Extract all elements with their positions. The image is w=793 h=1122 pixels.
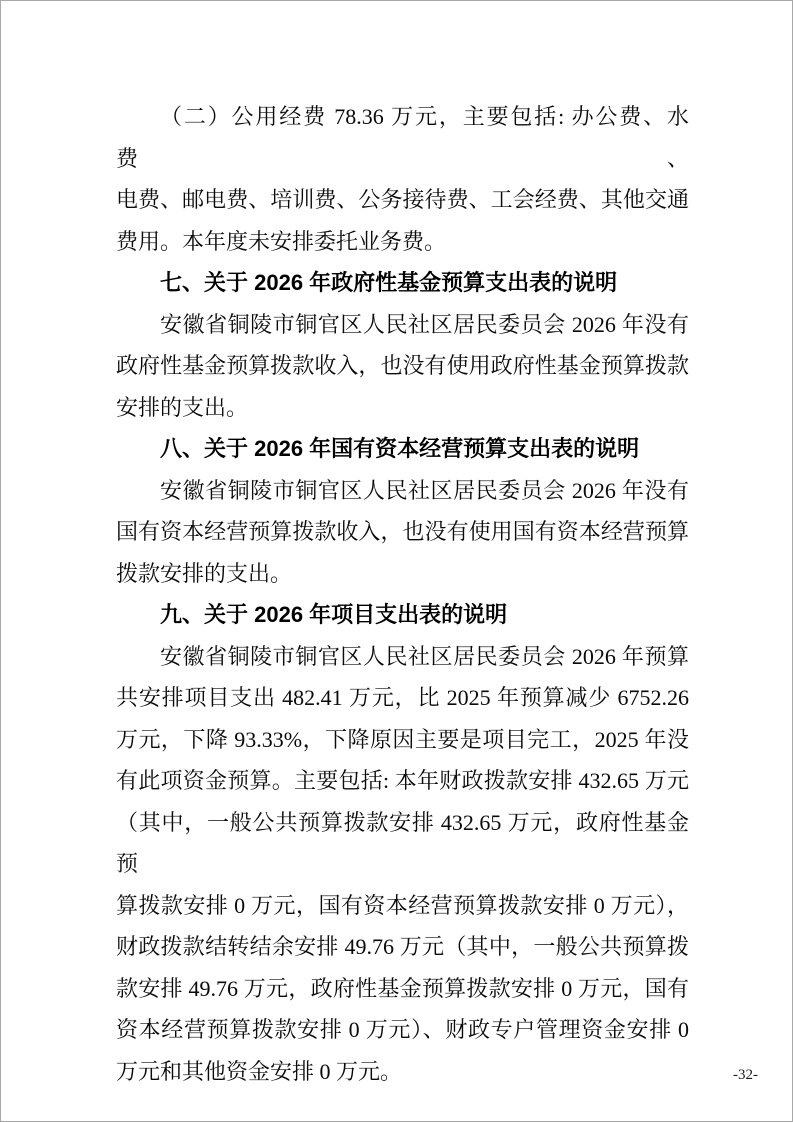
public-expense-paragraph-line: 电费、邮电费、培训费、公务接待费、工会经费、其他交通: [116, 187, 689, 212]
section-9-paragraph-line: 款安排 49.76 万元，政府性基金预算拨款安排 0 万元，国有: [116, 975, 689, 1001]
section-8-paragraph-line: 国有资本经营预算拨款收入，也没有使用国有资本经营预算: [116, 519, 689, 544]
section-7-paragraph-line: 安徽省铜陵市铜官区人民社区居民委员会 2026 年没有: [160, 311, 689, 337]
section-9-paragraph-line: 有此项资金预算。主要包括: 本年财政拨款安排 432.65 万元: [116, 768, 689, 793]
document-body: [116, 96, 689, 1092]
section-9-paragraph-line: 资本经营预算拨款安排 0 万元）、财政专户管理资金安排 0: [116, 1017, 689, 1042]
section-9-heading: 九、关于 2026 年项目支出表的说明: [160, 602, 508, 627]
section-7-paragraph-line: 政府性基金预算拨款收入，也没有使用政府性基金预算拨款: [116, 353, 689, 378]
section-9-paragraph-line: 共安排项目支出 482.41 万元，比 2025 年预算减少 6752.26: [116, 685, 689, 710]
public-expense-paragraph-line: 费用。本年度未安排委托业务费。: [116, 228, 447, 254]
section-7-paragraph-line: 安排的支出。: [116, 394, 249, 420]
section-8-paragraph-line: 拨款安排的支出。: [116, 560, 293, 586]
section-9-paragraph-line: （其中，一般公共预算拨款安排 432.65 万元，政府性基金预: [116, 809, 689, 876]
section-9-paragraph-line: 万元，下降 93.33%，下降原因主要是项目完工，2025 年没: [116, 726, 689, 752]
section-9-paragraph-line: 安徽省铜陵市铜官区人民社区居民委员会 2026 年预算: [160, 643, 689, 669]
section-7-heading: 七、关于 2026 年政府性基金预算支出表的说明: [160, 270, 618, 295]
section-9-paragraph-line: 算拨款安排 0 万元，国有资本经营预算拨款安排 0 万元），: [116, 892, 689, 918]
section-8-paragraph-line: 安徽省铜陵市铜官区人民社区居民委员会 2026 年没有: [160, 477, 689, 503]
page-number: -32-: [733, 1067, 758, 1083]
section-9-paragraph-line: 万元和其他资金安排 0 万元。: [116, 1058, 403, 1084]
public-expense-paragraph-line: （二）公用经费 78.36 万元，主要包括: 办公费、水费、: [116, 104, 689, 171]
section-9-paragraph-line: 财政拨款结转结余安排 49.76 万元（其中，一般公共预算拨: [116, 934, 689, 959]
section-8-heading: 八、关于 2026 年国有资本经营预算支出表的说明: [160, 436, 640, 461]
